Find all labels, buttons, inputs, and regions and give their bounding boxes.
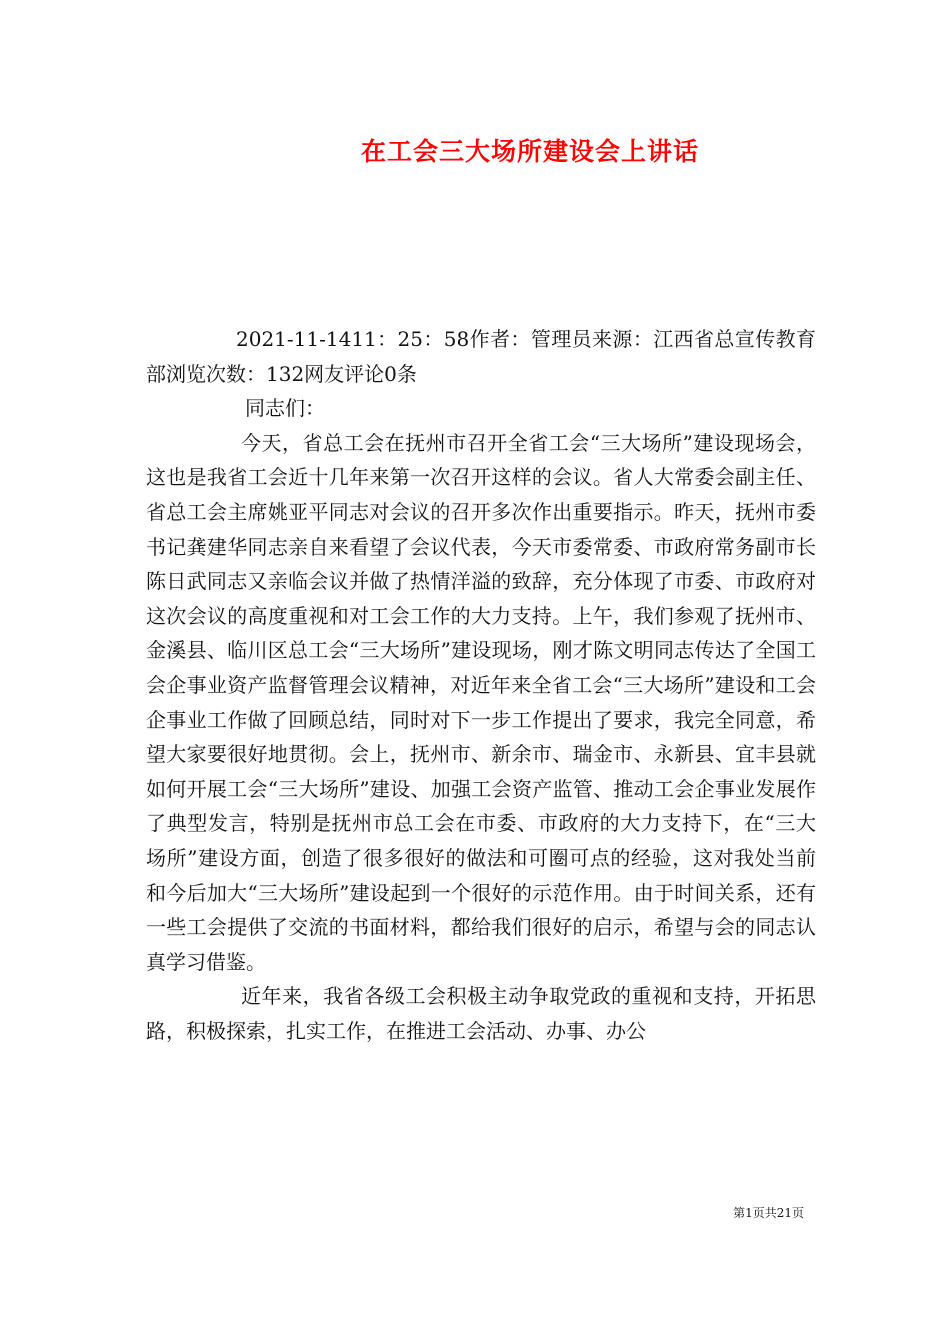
page-number-footer: 第1页共21页 bbox=[733, 1206, 804, 1220]
paragraph: 近年来，我省各级工会积极主动争取党政的重视和支持，开拓思路，积极探索，扎实工作，在推进工会活动、办事、办公 bbox=[146, 984, 816, 1043]
document-body bbox=[146, 322, 816, 1048]
meta-line: 2021-11-1411：25：58作者：管理员来源：江西省总宣传教育部浏览次数：132网友评论0条 bbox=[146, 327, 816, 386]
page-title: 在工会三大场所建设会上讲话 bbox=[360, 137, 699, 166]
greeting: 同志们： bbox=[245, 396, 325, 421]
paragraph: 今天，省总工会在抚州市召开全省工会“三大场所”建设现场会，这也是我省工会近十几年来第一次召开这样的会议。省人大常委会副主任、省总工会主席姚亚平同志对会议的召开多次作出重要指示。昨天，抚州市委书记龚建华同志亲自来看望了会议代表，今天市委常委、市政府常务副市长陈日武同志又亲临会议并做了热情洋溢的致辞，充分体现了市委、市政府对这次会议的高度重视和对工会工作的大力支持。上午，我们参观了抚州市、金溪县、临川区总工会“三大场所”建设现场，刚才陈文明同志传达了全国工会企事业资产监督管理会议精神，对近年来全省工会“三大场所”建设和工会企事业工作做了回顾总结，同时对下一步工作提出了要求，我完全同意，希望大家要很好地贯彻。会上，抚州市、新余市、瑞金市、永新县、宜丰县就如何开展工会“三大场所”建设、加强工会资产监管、推动工会企事业发展作了典型发言，特别是抚州市总工会在市委、市政府的大力支持下，在“三大场所”建设方面，创造了很多很好的做法和可圈可点的经验，这对我处当前和今后加大“三大场所”建设起到一个很好的示范作用。由于时间关系，还有一些工会提供了交流的书面材料，都给我们很好的启示，希望与会的同志认真学习借鉴。 bbox=[146, 430, 816, 974]
